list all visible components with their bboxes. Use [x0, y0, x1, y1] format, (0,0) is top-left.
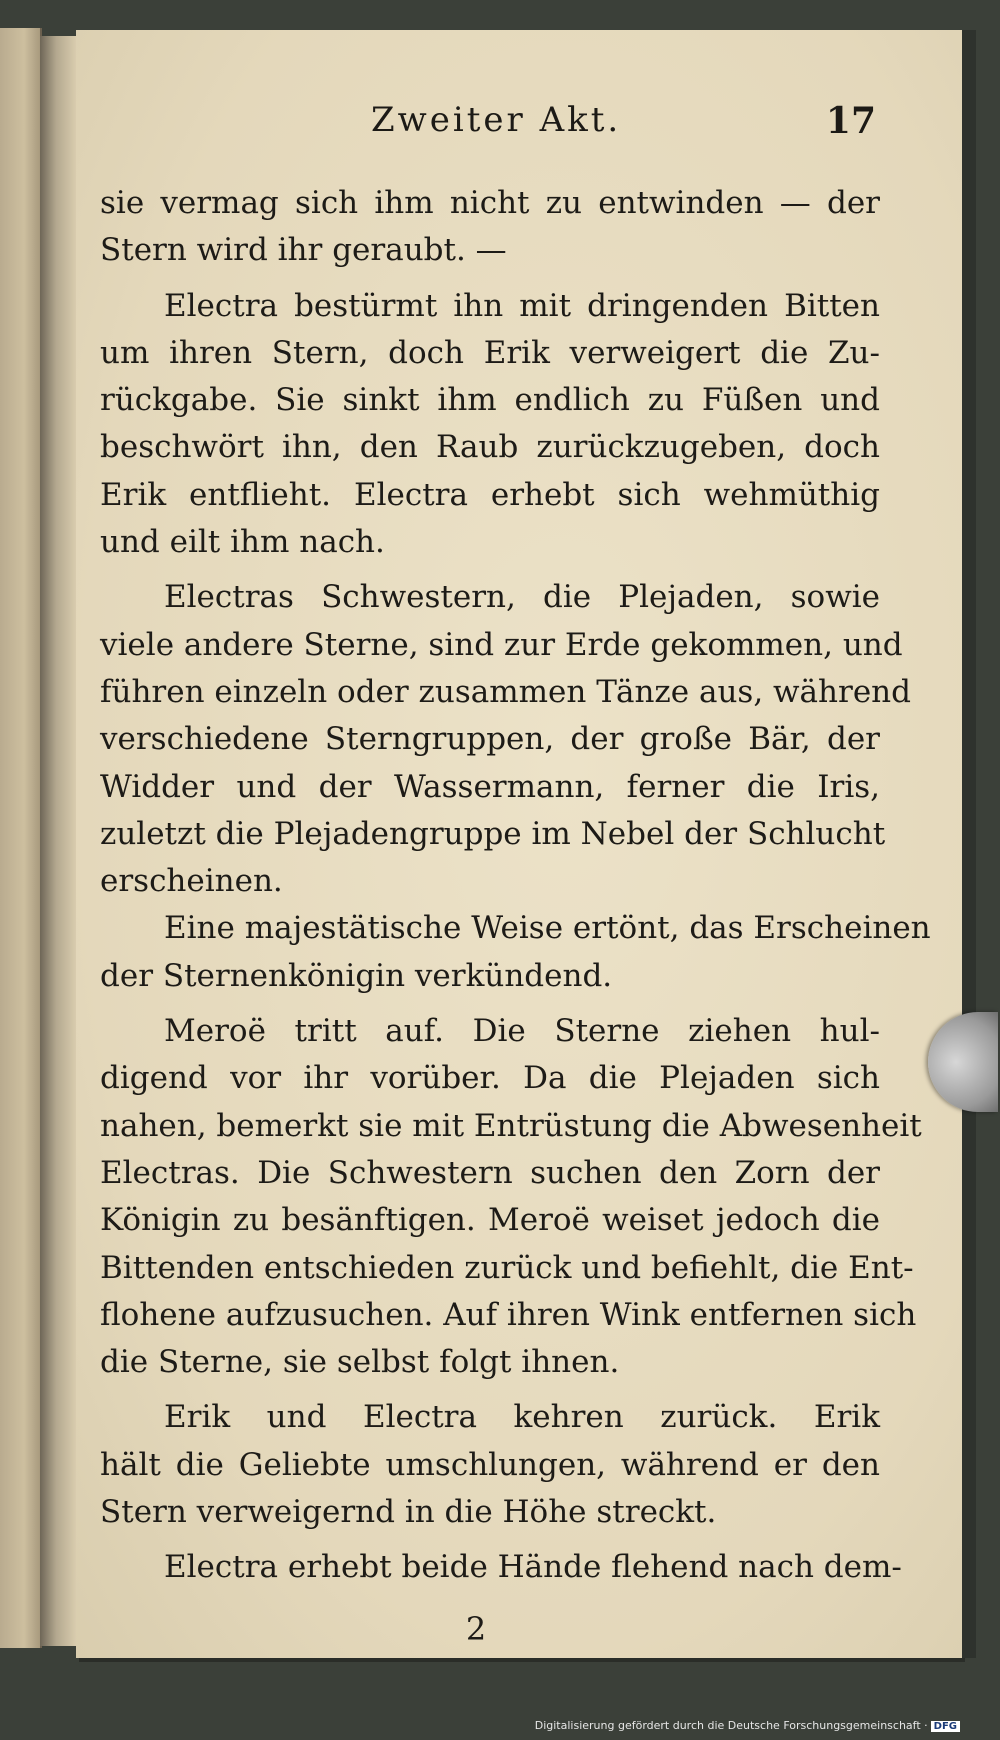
- text-line: die Sterne, sie selbst folgt ihnen.: [100, 1344, 620, 1381]
- text-line: Electra bestürmt ihn mit dringenden Bitten: [164, 287, 880, 324]
- text-line: viele andere Sterne, sind zur Erde gekommen, und: [100, 626, 903, 663]
- text-line: rückgabe. Sie sinkt ihm endlich zu Füßen und: [100, 382, 880, 419]
- text-line: Electras Schwestern, die Plejaden, sowie: [164, 579, 880, 616]
- facing-page-edge: [0, 28, 42, 1648]
- text-line: Eine majestätische Weise ertönt, das Erscheinen: [164, 910, 931, 947]
- text-line: führen einzeln oder zusammen Tänze aus, während: [100, 673, 911, 710]
- digitization-credit: [535, 1719, 960, 1732]
- text-line: Meroë tritt auf. Die Sterne ziehen hul-: [164, 1013, 880, 1050]
- signature-mark: 2: [465, 1610, 487, 1648]
- text-line: Königin zu besänftigen. Meroë weiset jedoch die: [100, 1202, 880, 1239]
- text-line: Electra erhebt beide Hände flehend nach dem-: [164, 1549, 902, 1586]
- text-line: digend vor ihr vorüber. Da die Plejaden sich: [100, 1060, 880, 1097]
- text-line: beschwört ihn, den Raub zurückzugeben, doch: [100, 429, 880, 466]
- text-line: Erik und Electra kehren zurück. Erik: [164, 1399, 880, 1436]
- text-line: und eilt ihm nach.: [100, 524, 385, 561]
- text-line: verschiedene Sterngruppen, der große Bär, der: [100, 721, 880, 758]
- text-line: hält die Geliebte umschlungen, während er den: [100, 1446, 880, 1483]
- text-line: Erik entflieht. Electra erhebt sich wehmüthig: [100, 476, 880, 513]
- text-line: flohene aufzusuchen. Auf ihren Wink entfernen sich: [100, 1296, 917, 1333]
- page-number: 17: [825, 100, 876, 142]
- book-gutter: [40, 36, 76, 1646]
- page-edge-shadow: [962, 30, 976, 1658]
- text-line: Stern verweigernd in die Höhe streckt.: [100, 1494, 717, 1531]
- text-line: nahen, bemerkt sie mit Entrüstung die Abwesenheit: [100, 1107, 922, 1144]
- text-line: Stern wird ihr geraubt. —: [100, 232, 507, 269]
- text-line: Electras. Die Schwestern suchen den Zorn der: [100, 1154, 880, 1191]
- text-line: der Sternenkönigin verkündend.: [100, 957, 613, 994]
- text-line: um ihren Stern, doch Erik verweigert die Zu-: [100, 334, 880, 371]
- credit-text: Digitalisierung gefördert durch die Deutsche Forschungsgemeinschaft ·: [534, 1719, 928, 1732]
- dfg-logo: DFG: [931, 1721, 960, 1732]
- page-header: [76, 100, 876, 150]
- running-title: Zweiter Akt.: [371, 100, 622, 140]
- text-line: zuletzt die Plejadengruppe im Nebel der Schlucht: [100, 815, 886, 852]
- text-line: sie vermag sich ihm nicht zu entwinden — der: [100, 185, 880, 221]
- body-text: [100, 180, 931, 1592]
- text-line: erscheinen.: [100, 863, 283, 900]
- text-line: Widder und der Wassermann, ferner die Iris,: [100, 768, 880, 805]
- text-line: Bittenden entschieden zurück und befiehlt, die Ent-: [100, 1249, 914, 1286]
